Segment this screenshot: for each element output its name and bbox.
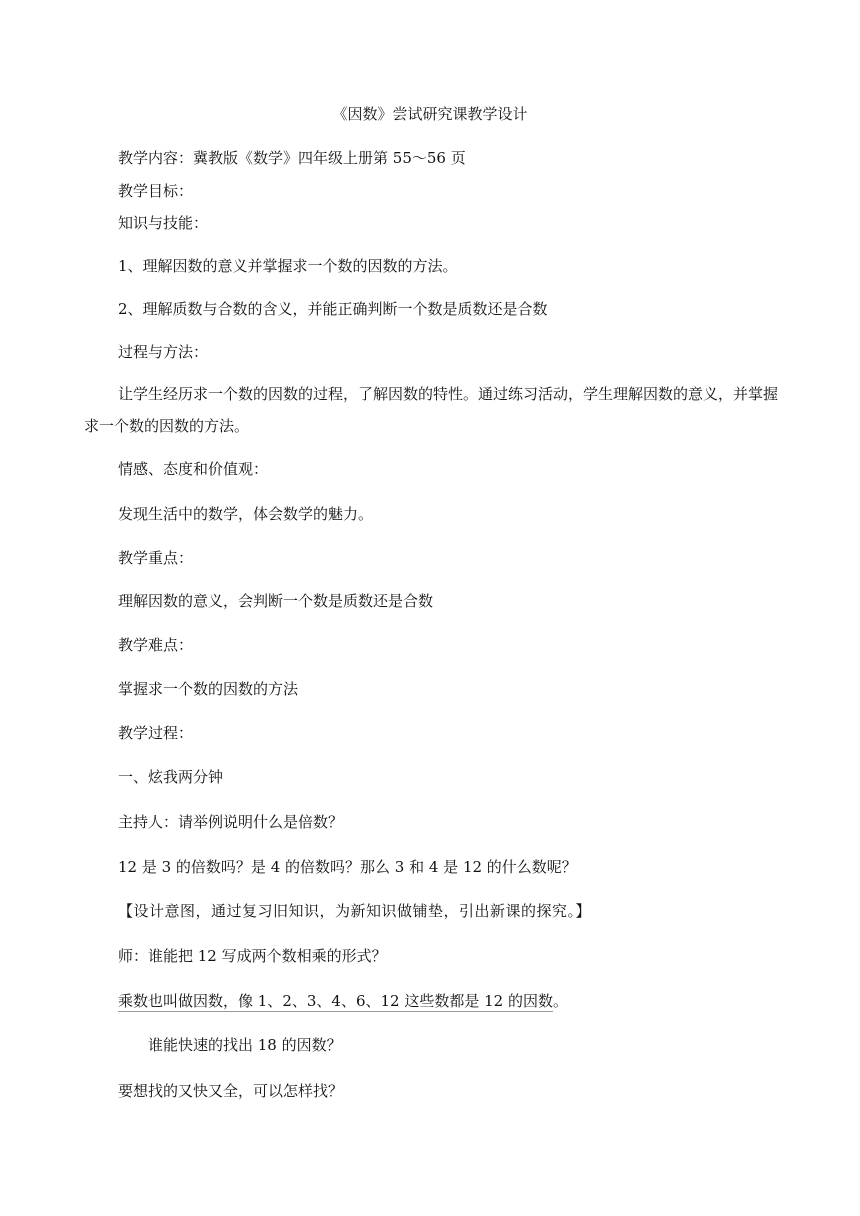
process-paragraph: 让学生经历求一个数的因数的过程，了解因数的特性。通过练习活动，学生理解因数的意义，并掌握求一个数的因数的方法。 [84,385,779,435]
factor-definition [118,991,568,1011]
difficulty-heading: 教学难点： [118,636,194,654]
knowledge-heading: 知识与技能： [118,214,209,232]
emotion-heading: 情感、态度和价值观： [118,460,269,478]
emotion-text: 发现生活中的数学，体会数学的魅力。 [118,505,374,523]
find-factors-18: 谁能快速的找出 18 的因数？ [148,1036,342,1054]
document-title: 《因数》尝试研究课教学设计 [332,105,528,123]
host-question: 主持人：请举例说明什么是倍数？ [118,813,344,831]
how-to-find: 要想找的又快又全，可以怎样找？ [118,1082,344,1100]
design-intent-note: 【设计意图，通过复习旧知识，为新知识做铺垫，引出新课的探究。】 [118,902,592,920]
knowledge-item-1: 1、理解因数的意义并掌握求一个数的因数的方法。 [118,257,458,275]
key-point-heading: 教学重点： [118,549,194,567]
factor-definition-underlined: 乘数也叫做因数，像 1、2、3、4、6、12 这些数都是 12 的因数 [118,992,553,1010]
knowledge-item-2: 2、理解质数与合数的含义，并能正确判断一个数是质数还是合数 [118,300,548,318]
factor-definition-end: 。 [552,992,568,1010]
key-point-text: 理解因数的意义，会判断一个数是质数还是合数 [118,592,434,610]
teacher-question: 师：谁能把 12 写成两个数相乘的形式？ [118,947,387,965]
difficulty-text: 掌握求一个数的因数的方法 [118,680,299,698]
section-1-heading: 一、炫我两分钟 [118,768,224,786]
procedure-heading: 教学过程： [118,724,194,742]
objectives-heading: 教学目标： [118,182,194,200]
teaching-content: 教学内容：冀教版《数学》四年级上册第 55～56 页 [118,149,466,167]
multiple-question: 12 是 3 的倍数吗？是 4 的倍数吗？那么 3 和 4 是 12 的什么数呢？ [118,858,577,876]
process-heading: 过程与方法： [118,343,209,361]
